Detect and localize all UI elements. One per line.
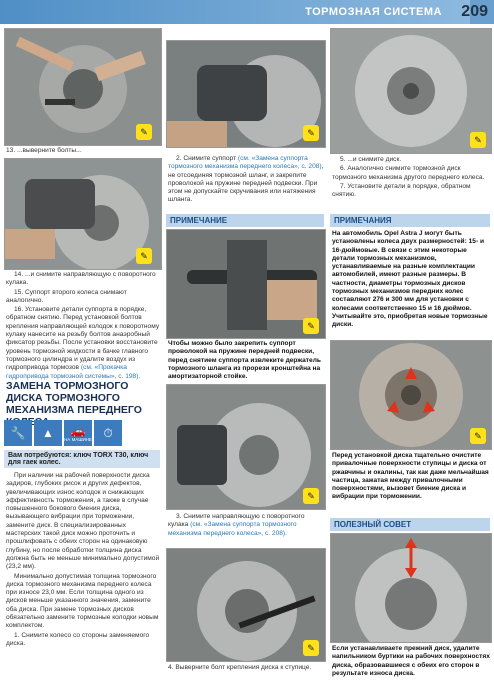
tip-text: Если устанавливаете прежний диск, удалите напильником буртики на рабочих поверхностях диска, образовавшиеся с обеих его сторон в результате износа диска. [332, 645, 490, 677]
photo-2-caliper [166, 40, 326, 148]
photo-hub-cleaning [330, 340, 492, 450]
col3-steps [332, 156, 490, 200]
step-15: 15. Суппорт второго колеса снимают аналогично. [6, 288, 127, 304]
step-16 [6, 306, 160, 381]
step-16-ref-link[interactable]: (см. «Прокачка гидропривода тормозной системы», с. 198). [6, 364, 141, 380]
page-number: 209 [461, 3, 488, 20]
photo-5-disc [330, 28, 492, 154]
step-16-text: 16. Установите детали суппорта в порядке, обратном снятию. Перед установкой болтов крепления направляющей колодок к поворотному кулаку нанесите на резьбу болтов анаэробный фиксатор резьбы. После установки восстановите уровень тормозной жидкости в бачке главного тормозного цилиндра и удалите воздух из гидропривода тормозов [6, 306, 160, 372]
caption-5: 5. ...и снимите диск. [340, 156, 402, 163]
notes-text: На автомобиль Opel Astra J могут быть установлены колеса двух размерностей: 15- и 16-дюймовые. В связи с этим некоторые детали тормозных механизмов, устанавливаемые на разные комплектации автомобилей, имеют разные размеры. В частности, диаметры тормозных дисков тормозных механизмов передних колес составляют 276 и 300 мм для установки с колесами соответственно 15 и 16 дюймов. Учитывайте это, приобретая новые тормозные диски. [332, 230, 488, 329]
photo-4-disc-bolt [166, 548, 326, 662]
icon-row [4, 420, 122, 446]
section-title: ТОРМОЗНАЯ СИСТЕМА [305, 6, 442, 18]
col1-body [6, 472, 160, 649]
warning-text: Перед установкой диска тщательно очистите привалочные поверхности ступицы и диска от ржавчины и окалины, так как даже мельчайшая частица, зажатая между привалочными поверхностями, вызовет биение диска и вибрации при торможении. [332, 452, 489, 501]
note-header: ПРИМЕЧАНИЕ [166, 214, 324, 227]
step-marker-icon: ✎ [470, 428, 486, 444]
car-icon: 🚗 НА МАШИНЕ [64, 420, 92, 446]
caption-2-ref-link[interactable]: (см. «Замена суппорта тормозного механизма переднего колеса», с. 208) [168, 155, 322, 171]
notes-header: ПРИМЕЧАНИЯ [330, 214, 490, 227]
lift-icon: ▲ [34, 420, 62, 446]
body-paragraph-2: Минимально допустимая толщина тормозного диска тормозного механизма переднего колеса при износе 23,0 мм. Если толщина одного из дисков меньше указанного значения, замените оба диска. При замене тормозных дисков обязательно замените тормозные колодки новым комплектом. [6, 572, 159, 630]
timer-icon: ⏱ [94, 420, 122, 446]
caption-4: 4. Выверните болт крепления диска к ступице. [168, 664, 312, 671]
step-marker-icon: ✎ [303, 488, 319, 504]
step-6: 6. Аналогично снимите тормозной диск тормозного механизма другого переднего колеса. [332, 165, 485, 181]
body-paragraph-1: При наличии на рабочей поверхности диска задиров, глубоких рисок и других дефектов, увеличивающих износ колодок и снижающих эффективность торможения, а также в случае повышенного бокового биения диска, вызывающего вибрации при торможении, замените диск. В специализированных мастерских такой диск можно проточить и прошлифовать с обеих сторон на одинаковую глубину, но после обработки толщина диска должна быть не меньше минимально допустимой (23,2 мм). [6, 472, 160, 571]
step-marker-icon: ✎ [136, 124, 152, 140]
caption-14: 14. ...и снимите направляющую с поворотного кулака. [6, 271, 156, 287]
required-tools: Вам потребуются: ключ TORX T30, ключ для гаек колес. [4, 450, 160, 468]
step-marker-icon: ✎ [303, 640, 319, 656]
caption-2: 2. Снимите суппорт (см. «Замена суппорта тормозного механизма переднего колеса», с. 208), не отсоединяя тормозной шланг, и закрепите проволокой на пружине передней подвески. При этом не допускайте скручивания или натяжения шланга. [168, 155, 324, 204]
step-marker-icon: ✎ [136, 248, 152, 264]
photo-3-bracket [166, 384, 326, 510]
caption-3-ref-link[interactable]: (см. «Замена суппорта тормозного механизма переднего колеса», с. 208). [168, 521, 297, 537]
page-header [0, 0, 494, 24]
step-marker-icon: ✎ [303, 125, 319, 141]
caption-13: 13. ...выверните болты... [6, 147, 82, 154]
step-marker-icon: ✎ [303, 318, 319, 334]
wrench-icon: 🔧 [4, 420, 32, 446]
body-paragraph-3: 1. Снимите колесо со стороны заменяемого диска. [6, 631, 150, 647]
step-marker-icon: ✎ [470, 132, 486, 148]
photo-disc-ridge [330, 533, 492, 643]
step-7: 7. Установите детали в порядке, обратном снятию. [332, 182, 471, 199]
photo-note-hose [166, 229, 326, 339]
tip-header: ПОЛЕЗНЫЙ СОВЕТ [330, 518, 490, 531]
caption-3: 3. Снимите направляющую с поворотного кулака (см. «Замена суппорта тормозного механизма переднего колеса», с. 208). [168, 513, 305, 537]
col1-steps [6, 271, 160, 382]
procedure-title: ЗАМЕНА ТОРМОЗНОГО ДИСКА ТОРМОЗНОГО МЕХАНИЗМА ПЕРЕДНЕГО [6, 380, 142, 416]
note-text: Чтобы можно было закрепить суппорт проволокой на пружине передней подвески, перед снятием суппорта извлеките держатель тормозного шланга из прорези кронштейна на амортизаторной стойке. [168, 340, 321, 381]
